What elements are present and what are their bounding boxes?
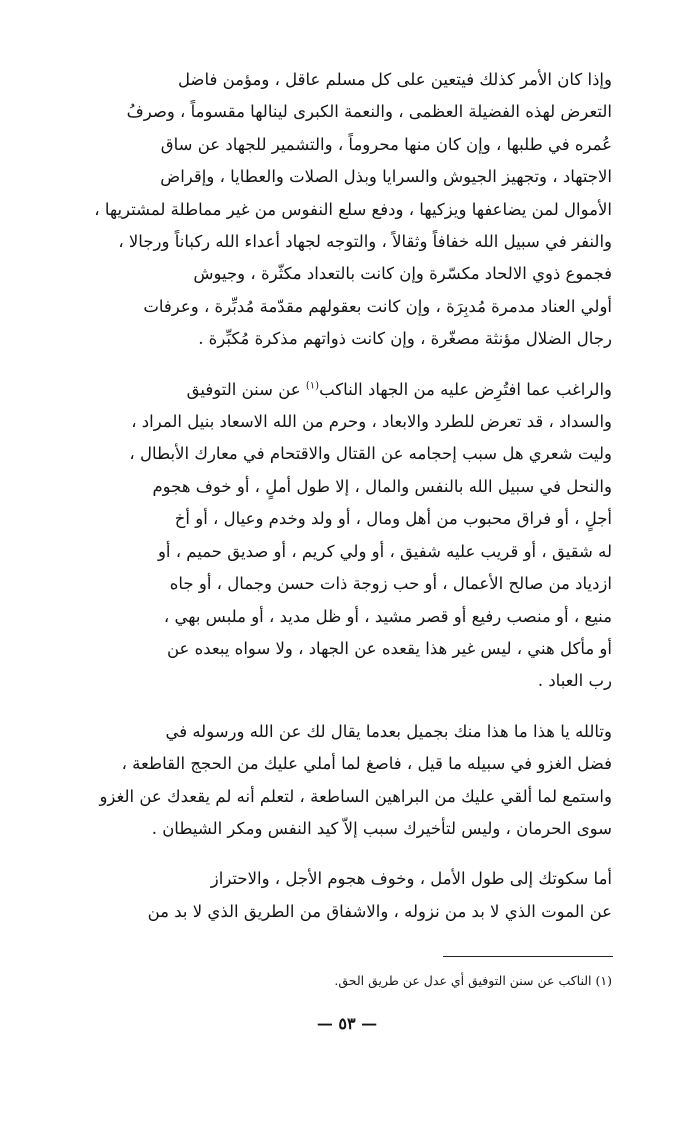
text-line: وليت شعري هل سبب إحجامه عن القتال والاقتحام في معارك الأبطال ، (129, 444, 612, 464)
footnote-marker: (١) (305, 380, 320, 392)
text-line: أو مأكل هني ، ليس غير هذا يقعده عن الجهاد ، ولا سواه يبعده عن (166, 638, 612, 658)
text-line-start: والراغب عما افتُرِض عليه من الجهاد الناكب (319, 379, 612, 399)
text-line: أولي العناد مدمرة مُدبِرَة ، وإن كانت بعقولهم مقدّمة مُدبِّرة ، وعرفات (143, 296, 612, 316)
text-line: أجلٍ ، أو فراق محبوب من أهل ومال ، أو ولد وخدم وعيال ، أو أخ (174, 509, 612, 529)
text-line: رب العباد . (537, 671, 612, 691)
text-line: فضل الغزو في سبيله ما قيل ، فاصغ لما أملي عليك من الحجج القاطعة ، (121, 754, 612, 774)
page-number: — ٥٣ — (316, 1014, 378, 1033)
text-line: الاجتهاد ، وتجهيز الجيوش والسرايا وبذل الصلات والعطايا ، وإقراض (160, 167, 612, 187)
text-line: عُمره في طلبها ، وإن كان منها محروماً ، والتشمير للجهاد عن ساق (160, 134, 612, 154)
text-line: والنحل في سبيل الله بالنفس والمال ، إلا طول أملٍ ، أو خوف هجوم (152, 476, 612, 496)
text-line: الأموال لمن يضاعفها ويزكيها ، ودفع سلع النفوس من غير مماطلة لمشتريها ، (94, 199, 612, 219)
text-line: أما سكوتك إلى طول الأمل ، وخوف هجوم الأجل ، والاحتراز (210, 869, 612, 889)
text-line: والنفر في سبيل الله خفافاً وثقالاً ، والتوجه لجهاد أعداء الله ركباناً ورجالا ، (118, 232, 612, 252)
text-line: منيع ، أو منصب رفيع أو قصر مشيد ، أو ظل مديد ، أو ملبس بهي ، (163, 606, 612, 626)
text-line: له شقيق ، أو قريب عليه شفيق ، أو ولي كريم ، أو صديق حميم ، أو (157, 541, 612, 561)
page-body (86, 64, 612, 928)
footnote-divider (443, 956, 613, 957)
text-line: وإذا كان الأمر كذلك فيتعين على كل مسلم عاقل ، ومؤمن فاضل (177, 70, 612, 89)
paragraph-1 (86, 64, 612, 356)
text-line: سوى الحرمان ، وليس لتأخيرك سبب إلاّ كيد النفس ومكر الشيطان . (151, 818, 612, 838)
text-line: والسداد ، قد تعرض للطرد والابعاد ، وحرم من الله الاسعاد بنيل المراد ، (131, 412, 612, 432)
text-line: واستمع لما ألقي عليك من البراهين الساطعة ، لتعلم أنه لم يقعدك عن الغزو (99, 786, 612, 806)
text-line: رجال الضلال مؤنثة مصغّرة ، وإن كانت ذواتهم مذكرة مُكبِّرة . (198, 329, 612, 349)
paragraph-2 (86, 374, 612, 698)
footnote: (١) الناكب عن سنن التوفيق أي عدل عن طريق الحق. (334, 973, 612, 988)
text-line: عن الموت الذي لا بد من نزوله ، والاشفاق من الطريق الذي لا بد من (147, 901, 612, 921)
text-line: ازدياد من صالح الأعمال ، أو حب زوجة ذات حسن وجمال ، أو جاه (169, 574, 612, 594)
paragraph-4 (86, 863, 612, 928)
paragraph-3 (86, 716, 612, 846)
text-line: التعرض لهذه الفضيلة العظمى ، والنعمة الكبرى لينالها مقسوماً ، وصرفُ (126, 102, 612, 122)
text-line-end: عن سنن التوفيق (186, 379, 301, 399)
text-line-with-footnote (86, 374, 612, 406)
text-line: فجموع ذوي الالحاد مكسّرة وإن كانت بالتعداد مكثّرة ، وجيوش (193, 264, 612, 284)
text-line: وتالله يا هذا ما هذا منك بجميل بعدما يقال لك عن الله ورسوله في (165, 721, 612, 741)
